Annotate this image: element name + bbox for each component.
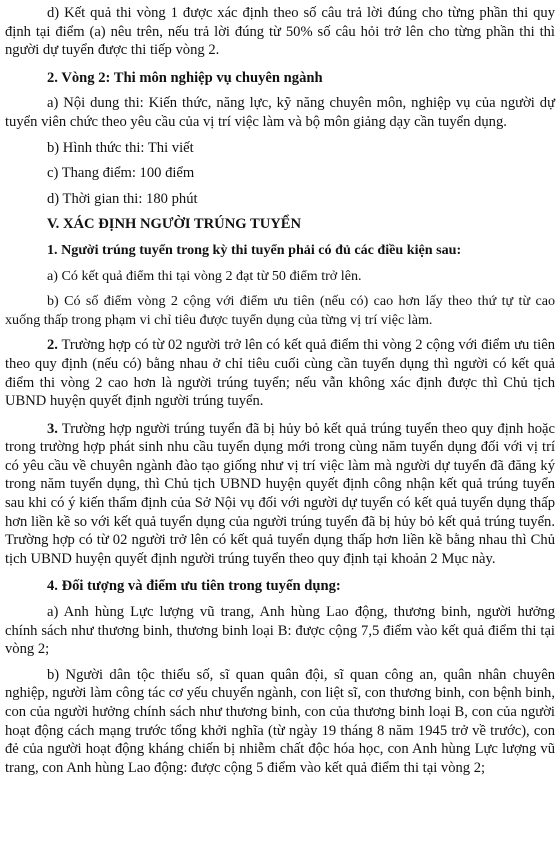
paragraph-condition-b: b) Có số điểm vòng 2 cộng với điểm ưu tiên (nếu có) cao hơn lấy theo thứ tự từ cao xuống thấp trong phạm vi chỉ tiêu được tuyển dụng của từng vị trí việc làm.: [5, 293, 555, 328]
section-heading-v: V. XÁC ĐỊNH NGƯỜI TRÚNG TUYỂN: [47, 216, 302, 233]
paragraph-cancellation-text: Trường hợp người trúng tuyển đã bị hủy bỏ kết quả trúng tuyển theo quy định hoặc trong trường hợp phát sinh nhu cầu tuyển dụng mới trong cùng năm tuyển dụng đối với vị trí có yêu cầu về chuyên ngành đào tạo giống như vị trí việc làm mà người dự tuyển đã đăng ký trong năm tuyển dụng, thì Chủ tịch UBND huyện quyết định công nhận kết quả trúng tuyển sau khi có ý kiến thẩm định của Sở Nội vụ đối với người dự tuyển có kết quả tuyển dụng thấp hơn liền kề so với kết quả tuyển dụng của người trúng tuyển đã bị hủy bỏ kết quả trúng tuyển. Trường hợp có từ 02 người trở lên có kết quả tuyển dụng thấp hơn liền kề bằng nhau thì Chủ tịch UBND huyện quyết định người trúng tuyển theo quy định tại khoản 2 Mục này.: [5, 420, 555, 567]
paragraph-cancellation-case: [5, 420, 555, 569]
paragraph-tie-case-text: Trường hợp có từ 02 người trở lên có kết quả điểm thi vòng 2 cộng với điểm ưu tiên theo quy định (nếu có) bằng nhau ở chỉ tiêu cuối cùng cần tuyển dụng thì người có kết quả điểm thi vòng 2 cao hơn là người trúng tuyển; nếu vẫn không xác định được thì Chủ tịch UBND huyện quyết định người trúng tuyển.: [5, 337, 555, 410]
item-number-2: 2.: [47, 337, 58, 354]
heading-priority: 4. Đối tượng và điểm ưu tiên trong tuyển dụng:: [47, 578, 341, 595]
heading-conditions: 1. Người trúng tuyển trong kỳ thi tuyển phải có đủ các điều kiện sau:: [47, 241, 462, 258]
paragraph-priority-a: a) Anh hùng Lực lượng vũ trang, Anh hùng Lao động, thương binh, người hưởng chính sách như thương binh, thương binh loại B: được cộng 7,5 điểm vào kết quả điểm thi tại vòng 2;: [5, 604, 555, 658]
paragraph-round2-duration: d) Thời gian thi: 180 phút: [47, 190, 198, 207]
paragraph-round1-result: d) Kết quả thi vòng 1 được xác định theo số câu trả lời đúng cho từng phần thi quy định tại điểm (a) nêu trên, nếu trả lời đúng từ 50% số câu hỏi trở lên cho từng phần thi thì người dự tuyển được thi tiếp vòng 2.: [5, 5, 555, 59]
paragraph-tie-case: [5, 336, 555, 410]
heading-round-2: 2. Vòng 2: Thi môn nghiệp vụ chuyên ngành: [47, 69, 323, 86]
paragraph-priority-b: b) Người dân tộc thiểu số, sĩ quan quân đội, sĩ quan công an, quân nhân chuyên nghiệp, người làm công tác cơ yếu chuyển ngành, con liệt sĩ, con thương binh, con bệnh binh, con của người hưởng chính sách như thương binh, con của thương binh loại B, con của người hoạt động cách mạng trước tổng khởi nghĩa (từ ngày 19 tháng 8 năm 1945 trở về trước), con đẻ của người hoạt động kháng chiến bị nhiễm chất độc hóa học, con Anh hùng Lực lượng vũ trang, con Anh hùng Lao động: được cộng 5 điểm vào kết quả điểm thi tại vòng 2;: [5, 666, 555, 776]
item-number-3: 3.: [47, 420, 58, 437]
paragraph-round2-content: a) Nội dung thi: Kiến thức, năng lực, kỹ năng chuyên môn, nghiệp vụ của người dự tuyển viên chức theo yêu cầu của vị trí việc làm và bộ môn giảng dạy cần tuyển dụng.: [5, 95, 555, 130]
paragraph-round2-scale: c) Thang điểm: 100 điểm: [47, 165, 195, 182]
paragraph-condition-a: a) Có kết quả điểm thi tại vòng 2 đạt từ 50 điểm trở lên.: [47, 267, 362, 284]
paragraph-round2-format: b) Hình thức thi: Thi viết: [47, 139, 194, 156]
